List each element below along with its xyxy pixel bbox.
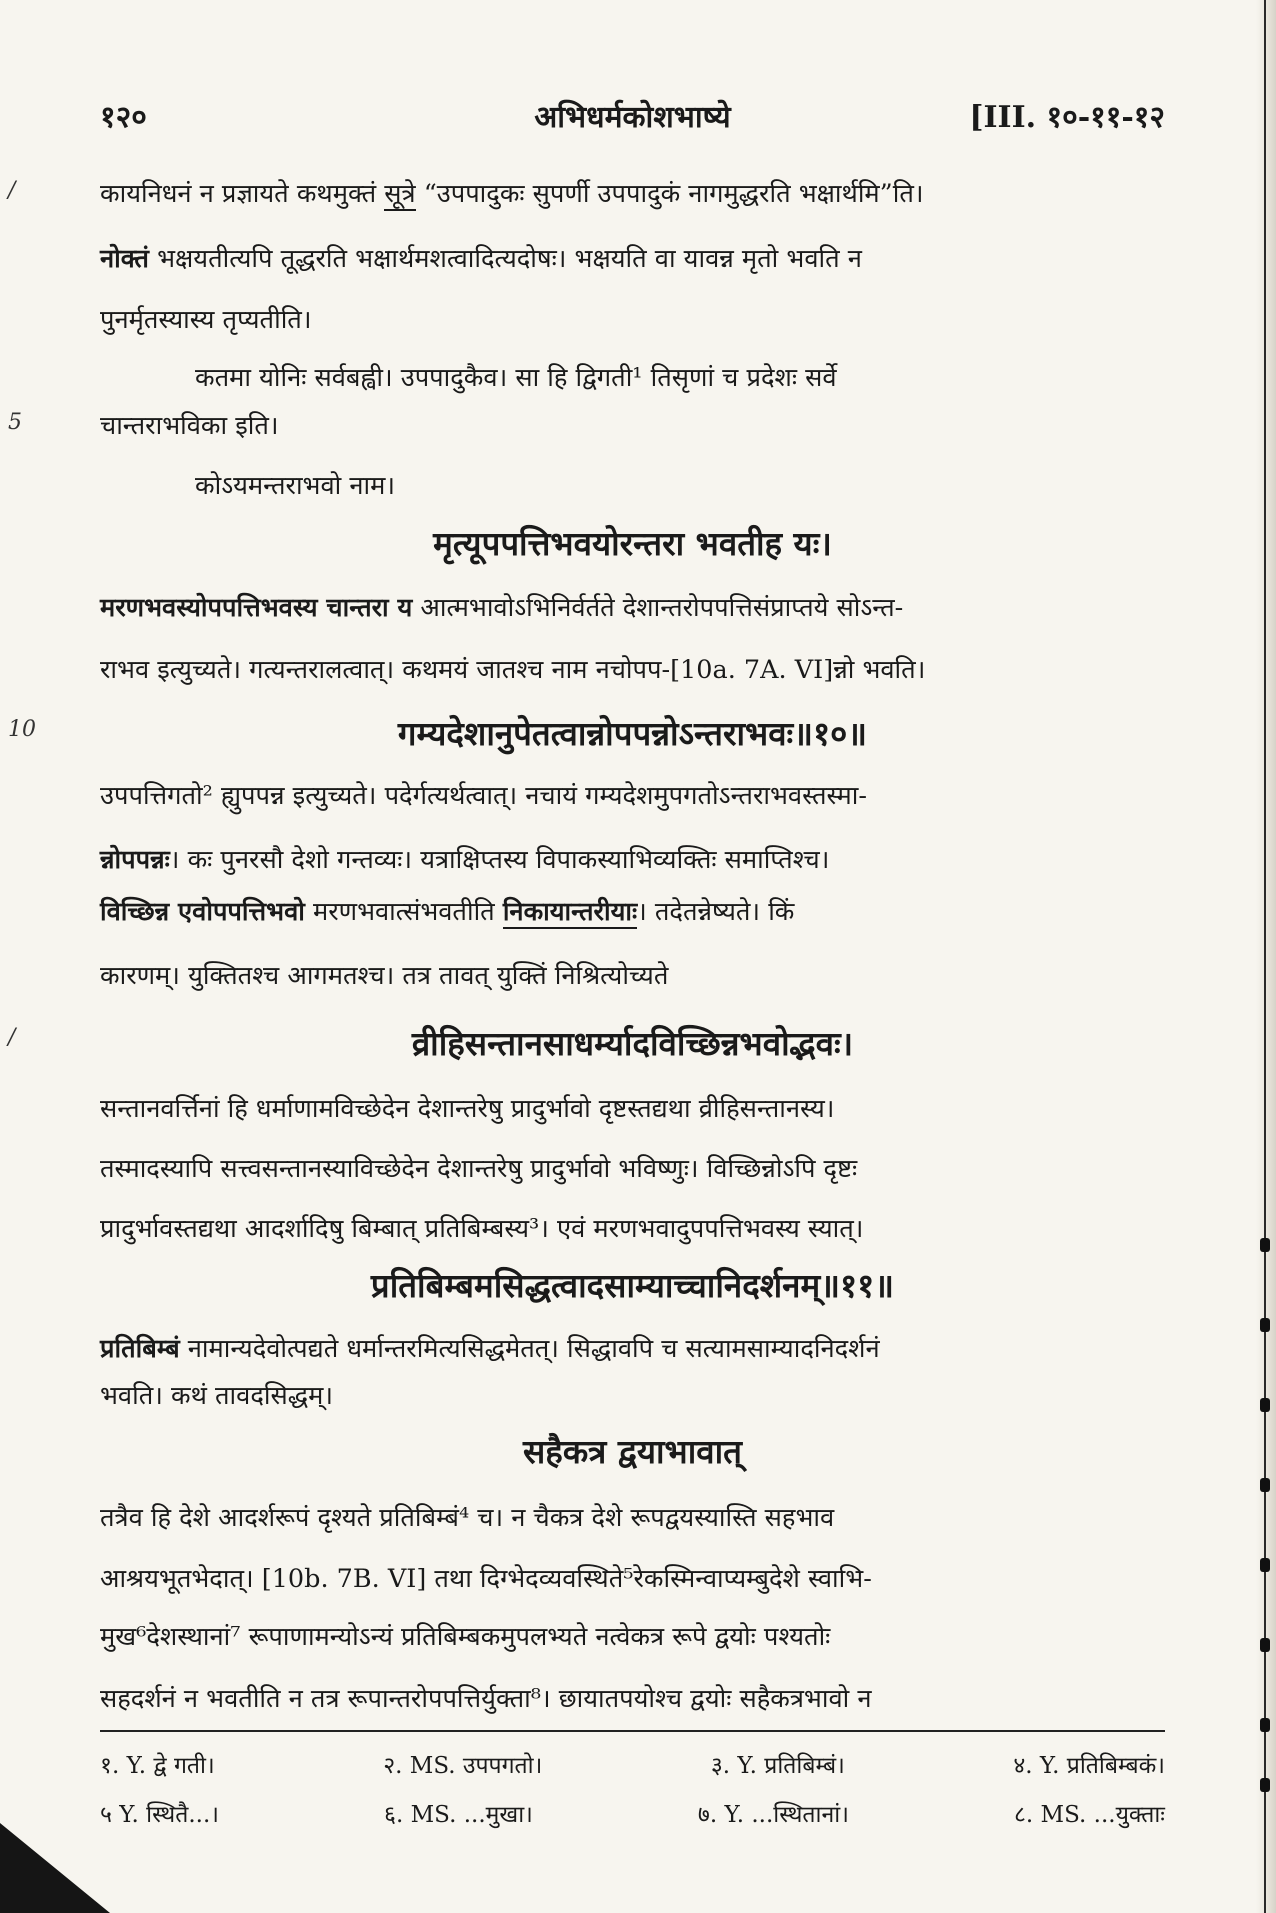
- footnote: ८. MS. ...युक्ताः: [1013, 1802, 1165, 1828]
- binding-line: [1264, 0, 1266, 1913]
- karika-verse: व्रीहिसन्तानसाधर्म्यादविच्छिन्नभवोद्भवः।: [411, 1024, 854, 1063]
- margin-marker: /: [8, 178, 16, 203]
- karika-verse: सहैकत्र द्वयाभावात्: [523, 1432, 742, 1471]
- text-line: भवति। कथं तावदसिद्धम्।: [100, 1381, 333, 1411]
- text-line: राभव इत्युच्यते। गत्यन्तरालत्वात्। कथमयं जातश्च नाम नचोपप-[10a. 7A. VI]न्नो भवति।: [100, 655, 926, 685]
- footnote: ६. MS. ...मुखा।: [384, 1802, 533, 1828]
- text-line: आश्रयभूतभेदात्। [10b. 7B. VI] तथा दिग्भेदव्यवस्थिते⁵रेकस्मिन्वाप्यम्बुदेशे स्वाभि-: [100, 1564, 872, 1594]
- footnote-rule: [100, 1730, 1165, 1732]
- binding-mark: [1260, 1318, 1270, 1332]
- karika-verse: गम्यदेशानुपेतत्वान्नोपपन्नोऽन्तराभवः॥१०॥: [397, 714, 868, 753]
- text-line: प्रादुर्भावस्तद्यथा आदर्शादिषु बिम्बात् प्रतिबिम्बस्य³। एवं मरणभवादुपपत्तिभवस्य स्यात्।: [100, 1214, 864, 1244]
- footnote-row: [100, 1748, 1165, 1780]
- text-line: सहदर्शनं न भवतीति न तत्र रूपान्तरोपपत्तिर्युक्ता⁸। छायातपयोश्च द्वयोः सहैकत्रभावो न: [100, 1684, 872, 1714]
- text-line: कायनिधनं न प्रज्ञायते कथमुक्तं सूत्रे “उपपादुकः सुपर्णी उपपादुकं नागमुद्धरति भक्षार्थमि”ति।: [100, 179, 924, 209]
- text-line: मरणभवस्योपपत्तिभवस्य चान्तरा य आत्मभावोऽभिनिर्वर्तते देशान्तरोपपत्तिसंप्राप्तये सोऽन्त-: [100, 593, 904, 623]
- text-line: चान्तराभविका इति।: [100, 411, 279, 441]
- binding-mark: [1260, 1238, 1270, 1252]
- page-number: १२०: [100, 100, 147, 135]
- text-line: नोक्तं भक्षयतीत्यपि तूद्धरति भक्षार्थमशत्वादित्यदोषः। भक्षयति वा यावन्न मृतो भवति न: [100, 244, 862, 274]
- text-line: उपपत्तिगतो² ह्युपपन्न इत्युच्यते। पदेर्गत्यर्थत्वात्। नचायं गम्यदेशमुपगतोऽन्तराभवस्तस्मा-: [100, 781, 867, 811]
- text-line: पुनर्मृतस्यास्य तृप्यतीति।: [100, 305, 312, 335]
- binding-mark: [1260, 1558, 1270, 1572]
- karika-verse: मृत्यूपपत्तिभवयोरन्तरा भवतीह यः।: [433, 524, 832, 563]
- margin-marker: /: [8, 1025, 16, 1050]
- karika-verse: प्रतिबिम्बमसिद्धत्वादसाम्याच्चानिदर्शनम्॥११॥: [370, 1266, 895, 1305]
- text-line: तस्मादस्यापि सत्त्वसन्तानस्याविच्छेदेन देशान्तरेषु प्रादुर्भावो भविष्णुः। विच्छिन्नोऽपि दृष्टः: [100, 1154, 858, 1184]
- footnote: ३. Y. प्रतिबिम्बं।: [710, 1753, 845, 1779]
- footnote: ४. Y. प्रतिबिम्बकं।: [1013, 1753, 1165, 1779]
- text-line: मुख⁶देशस्थानां⁷ रूपाणामन्योऽन्यं प्रतिबिम्बकमुपलभ्यते नत्वेकत्र रूपे द्वयोः पश्यतोः: [100, 1622, 831, 1652]
- scan-corner-shadow: [0, 1823, 110, 1913]
- footnote: २. MS. उपपगतो।: [383, 1753, 543, 1779]
- binding-mark: [1260, 1638, 1270, 1652]
- running-title: अभिधर्मकोशभाष्ये: [534, 100, 731, 135]
- footnote: ५ Y. स्थितै...।: [100, 1802, 220, 1828]
- footnote: ७. Y. ...स्थितानां।: [697, 1802, 849, 1828]
- text-line: कोऽयमन्तराभवो नाम।: [195, 471, 396, 501]
- section-reference: [III. १०-११-१२: [969, 100, 1165, 135]
- text-line: कारणम्। युक्तितश्च आगमतश्च। तत्र तावत् युक्तिं निश्रित्योच्यते: [100, 961, 669, 991]
- text-line: प्रतिबिम्बं नामान्यदेवोत्पद्यते धर्मान्तरमित्यसिद्धमेतत्। सिद्धावपि च सत्यामसाम्यादनिदर्शनं: [100, 1334, 880, 1364]
- margin-marker: 10: [8, 717, 36, 742]
- footnote-row: [100, 1797, 1165, 1829]
- text-line: न्नोपपन्नः। कः पुनरसौ देशो गन्तव्यः। यत्राक्षिप्तस्य विपाकस्याभिव्यक्तिः समाप्तिश्च।: [100, 845, 830, 875]
- binding-mark: [1260, 1778, 1270, 1792]
- margin-marker: 5: [8, 410, 22, 435]
- text-line: विच्छिन्न एवोपपत्तिभवो मरणभवात्संभवतीति निकायान्तरीयाः। तदेतन्नेष्यते। किं: [100, 897, 795, 927]
- footnote: १. Y. द्वे गती।: [100, 1753, 215, 1779]
- running-header: [100, 95, 1165, 135]
- binding-mark: [1260, 1718, 1270, 1732]
- binding-mark: [1260, 1478, 1270, 1492]
- binding-mark: [1260, 1398, 1270, 1412]
- text-line: तत्रैव हि देशे आदर्शरूपं दृश्यते प्रतिबिम्बं⁴ च। न चैकत्र देशे रूपद्वयस्यास्ति सहभाव: [100, 1503, 835, 1533]
- page-binding-edge: [1256, 0, 1276, 1913]
- text-line: कतमा योनिः सर्वबह्वी। उपपादुकैव। सा हि द्विगती¹ तिसृणां च प्रदेशः सर्वे: [195, 363, 837, 393]
- text-line: सन्तानवर्त्तिनां हि धर्माणामविच्छेदेन देशान्तरेषु प्रादुर्भावो दृष्टस्तद्यथा व्रीहिसन्तानस्य।: [100, 1094, 835, 1124]
